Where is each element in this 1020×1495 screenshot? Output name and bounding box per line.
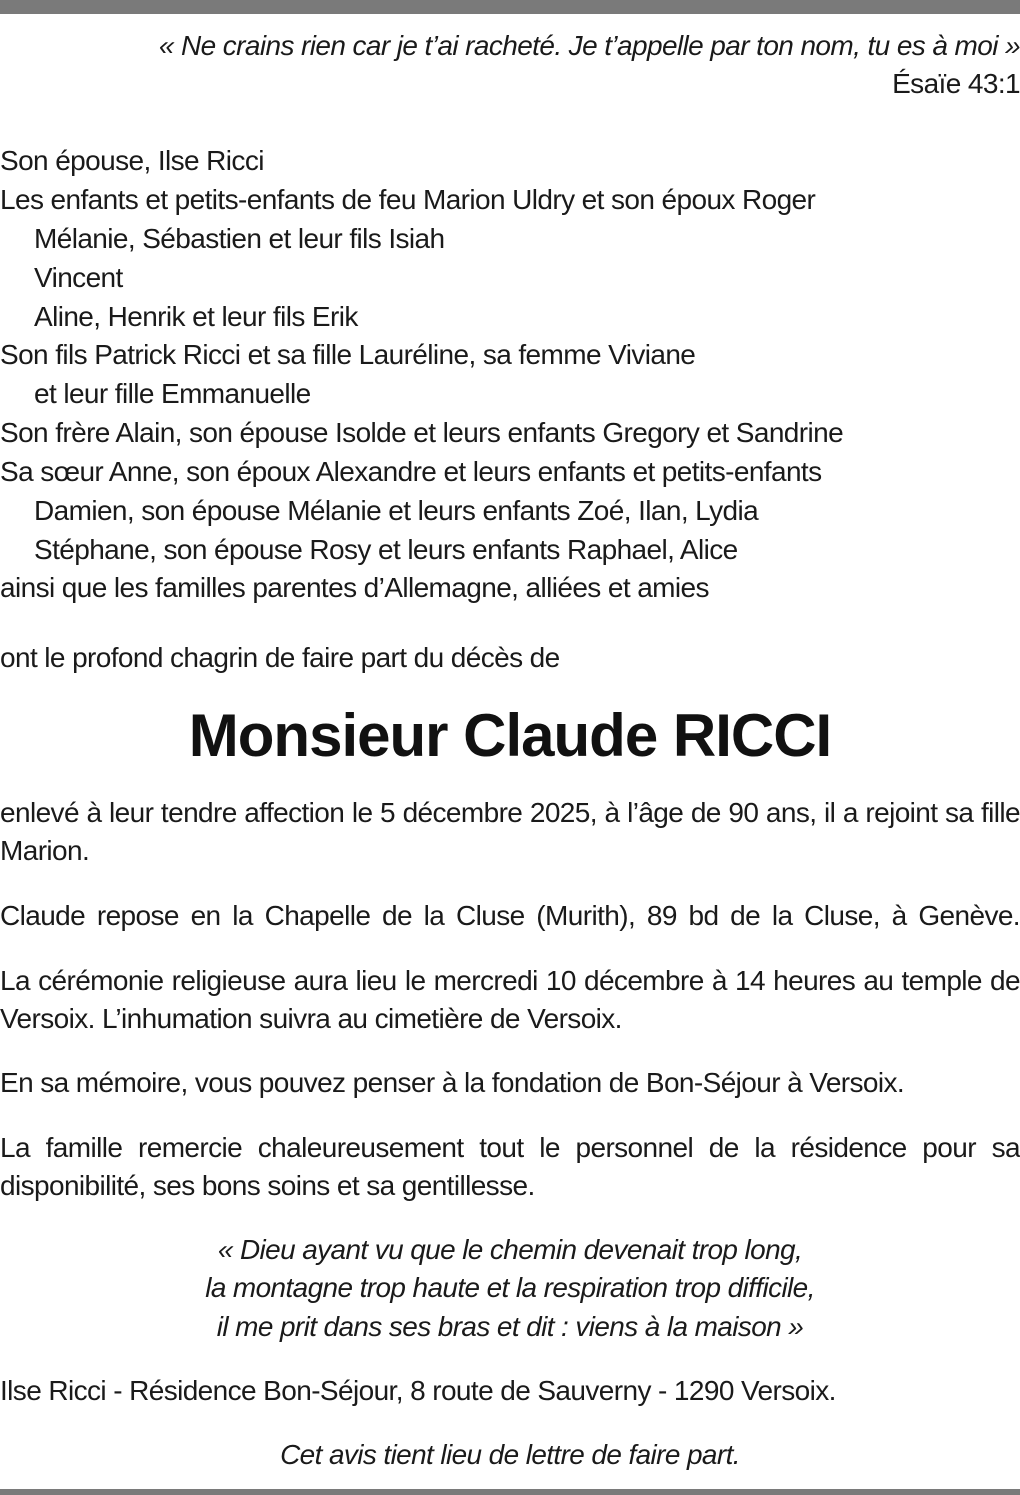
- poem-line: « Dieu ayant vu que le chemin devenait trop long,: [217, 1234, 803, 1265]
- poem-line: la montagne trop haute et la respiration trop difficile,: [205, 1272, 815, 1303]
- deceased-name: Monsieur Claude RICCI: [188, 702, 832, 769]
- closing-note: Cet avis tient lieu de lettre de faire part.: [280, 1439, 740, 1470]
- bottom-border-rule: [0, 1489, 1020, 1495]
- family-line: Damien, son épouse Mélanie et leurs enfants Zoé, Ilan, Lydia: [34, 495, 759, 526]
- family-line: Son frère Alain, son épouse Isolde et leurs enfants Gregory et Sandrine: [0, 417, 844, 448]
- poem-line: il me prit dans ses bras et dit : viens à la maison »: [216, 1311, 804, 1342]
- announcement-text: ont le profond chagrin de faire part du décès de: [0, 642, 560, 673]
- family-line: Son épouse, Ilse Ricci: [0, 145, 264, 176]
- top-border-rule: [0, 0, 1020, 14]
- family-line: Sa sœur Anne, son époux Alexandre et leurs enfants et petits-enfants: [0, 456, 822, 487]
- thanks-paragraph: La famille remercie chaleureusement tout le personnel de la résidence pour sa disponibilité, ses bons soins et sa gentillesse.: [0, 1132, 1020, 1201]
- death-paragraph: enlevé à leur tendre affection le 5 décembre 2025, à l’âge de 90 ans, il a rejoint sa fille Marion.: [0, 797, 1020, 866]
- family-line: et leur fille Emmanuelle: [34, 378, 311, 409]
- family-line: ainsi que les familles parentes d’Allemagne, alliées et amies: [0, 572, 709, 603]
- epigraph-reference: Ésaïe 43:1: [892, 68, 1020, 99]
- epigraph-quote: « Ne crains rien car je t’ai racheté. Je t’appelle par ton nom, tu es à moi »: [158, 30, 1020, 61]
- memory-paragraph: En sa mémoire, vous pouvez penser à la fondation de Bon-Séjour à Versoix.: [0, 1067, 905, 1098]
- ceremony-paragraph: La cérémonie religieuse aura lieu le mercredi 10 décembre à 14 heures au temple de Versoix. L’inhumation suivra au cimetière de Versoix.: [0, 965, 1020, 1034]
- family-line: Stéphane, son épouse Rosy et leurs enfants Raphael, Alice: [34, 534, 738, 565]
- family-line: Mélanie, Sébastien et leur fils Isiah: [34, 223, 445, 254]
- rest-paragraph: Claude repose en la Chapelle de la Cluse (Murith), 89 bd de la Cluse, à Genève.: [0, 900, 1020, 931]
- family-line: Aline, Henrik et leur fils Erik: [34, 301, 358, 332]
- contact-address: Ilse Ricci - Résidence Bon-Séjour, 8 route de Sauverny - 1290 Versoix.: [0, 1375, 836, 1406]
- family-line: Les enfants et petits-enfants de feu Marion Uldry et son époux Roger: [0, 184, 816, 215]
- family-line: Son fils Patrick Ricci et sa fille Lauréline, sa femme Viviane: [0, 339, 696, 370]
- family-line: Vincent: [34, 262, 123, 293]
